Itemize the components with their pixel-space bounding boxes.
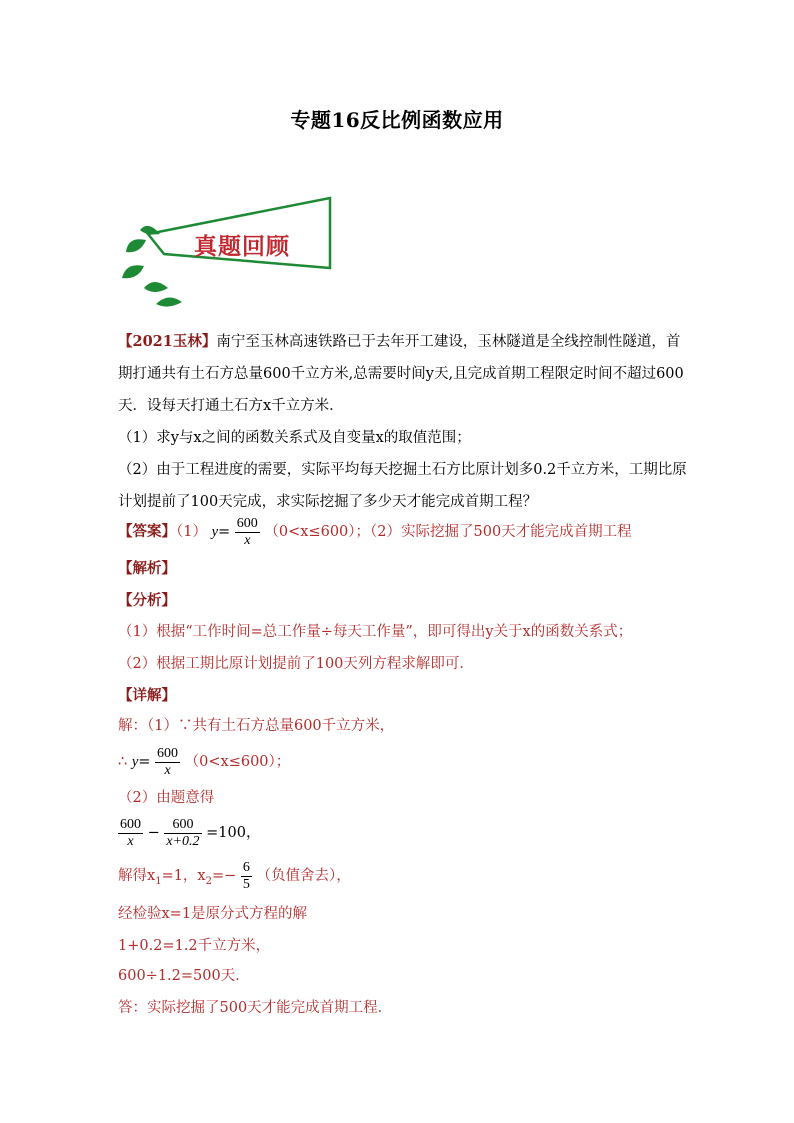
- analysis-tag: 【解析】: [118, 560, 176, 577]
- problem-line-3: 天．设每天打通土石方x千立方米．: [118, 398, 344, 414]
- calc-line-2: 600÷1.2=500天．: [118, 968, 250, 984]
- fenxi-line-2: （2）根据工期比原计划提前了100天列方程求解即可．: [118, 656, 474, 672]
- detail-tag: 【详解】: [118, 687, 176, 704]
- detail-line-3: （2）由题意得: [118, 790, 215, 806]
- check-line: 经检验x=1是原分式方程的解: [118, 906, 308, 922]
- detail-line-2: ∴ y= $\frac{600}{x}$ （0<x≤600）；: [118, 745, 291, 778]
- problem-line-1: 【2021玉林】南宁至玉林高速铁路已于去年开工建设，玉林隧道是全线控制性隧道，首: [118, 333, 681, 350]
- conclusion-line: 答：实际挖掘了500天才能完成首期工程．: [118, 1000, 393, 1016]
- problem-tag: 【2021玉林】: [118, 333, 217, 350]
- question-2-line-1: （2）由于工程进度的需要，实际平均每天挖掘土石方比原计划多0.2千立方米，工期比原: [118, 462, 687, 478]
- problem-line-2: 期打通共有土石方总量600千立方米,总需要时间y天,且完成首期工程限定时间不超过600: [118, 366, 684, 382]
- question-2-line-2: 计划提前了100天完成，求实际挖掘了多少天才能完成首期工程？: [118, 494, 538, 510]
- equation-fraction-a: $\frac{600}{x}$: [120, 816, 141, 849]
- answer-fraction: $\frac{600}{x}$: [236, 515, 258, 548]
- solution-line: 解得$x_1=1$，$x_2=-$ $\frac{6}{5}$ （负值舍去），: [118, 859, 351, 892]
- calc-line-1: 1+0.2=1.2千立方米，: [118, 938, 271, 954]
- fenxi-line-1: （1）根据“工作时间=总工作量÷每天工作量”，即可得出y关于x的函数关系式；: [118, 624, 633, 640]
- answer-tag: 【答案】: [118, 523, 176, 540]
- banner-label: 真题回顾: [194, 233, 290, 260]
- equation-fraction-b: $\frac{600}{x+0.2}$: [166, 816, 200, 849]
- fenxi-tag: 【分析】: [118, 592, 176, 609]
- page-title: 专题16反比例函数应用: [290, 108, 504, 132]
- solution-fraction: $\frac{6}{5}$: [242, 859, 250, 892]
- detail-fraction: $\frac{600}{x}$: [157, 745, 179, 778]
- question-1: （1）求y与x之间的函数关系式及自变量x的取值范围；: [118, 430, 471, 446]
- equation: $\frac{600}{x}$ − $\frac{600}{x+0.2}$ =100，: [120, 816, 261, 849]
- answer-line: 【答案】（1） y= $\frac{600}{x}$ （0<x≤600）；（2）实际挖掘了500天才能完成首期工程: [118, 515, 632, 548]
- detail-line-1: 解：（1）∵共有土石方总量600千立方米，: [118, 718, 395, 734]
